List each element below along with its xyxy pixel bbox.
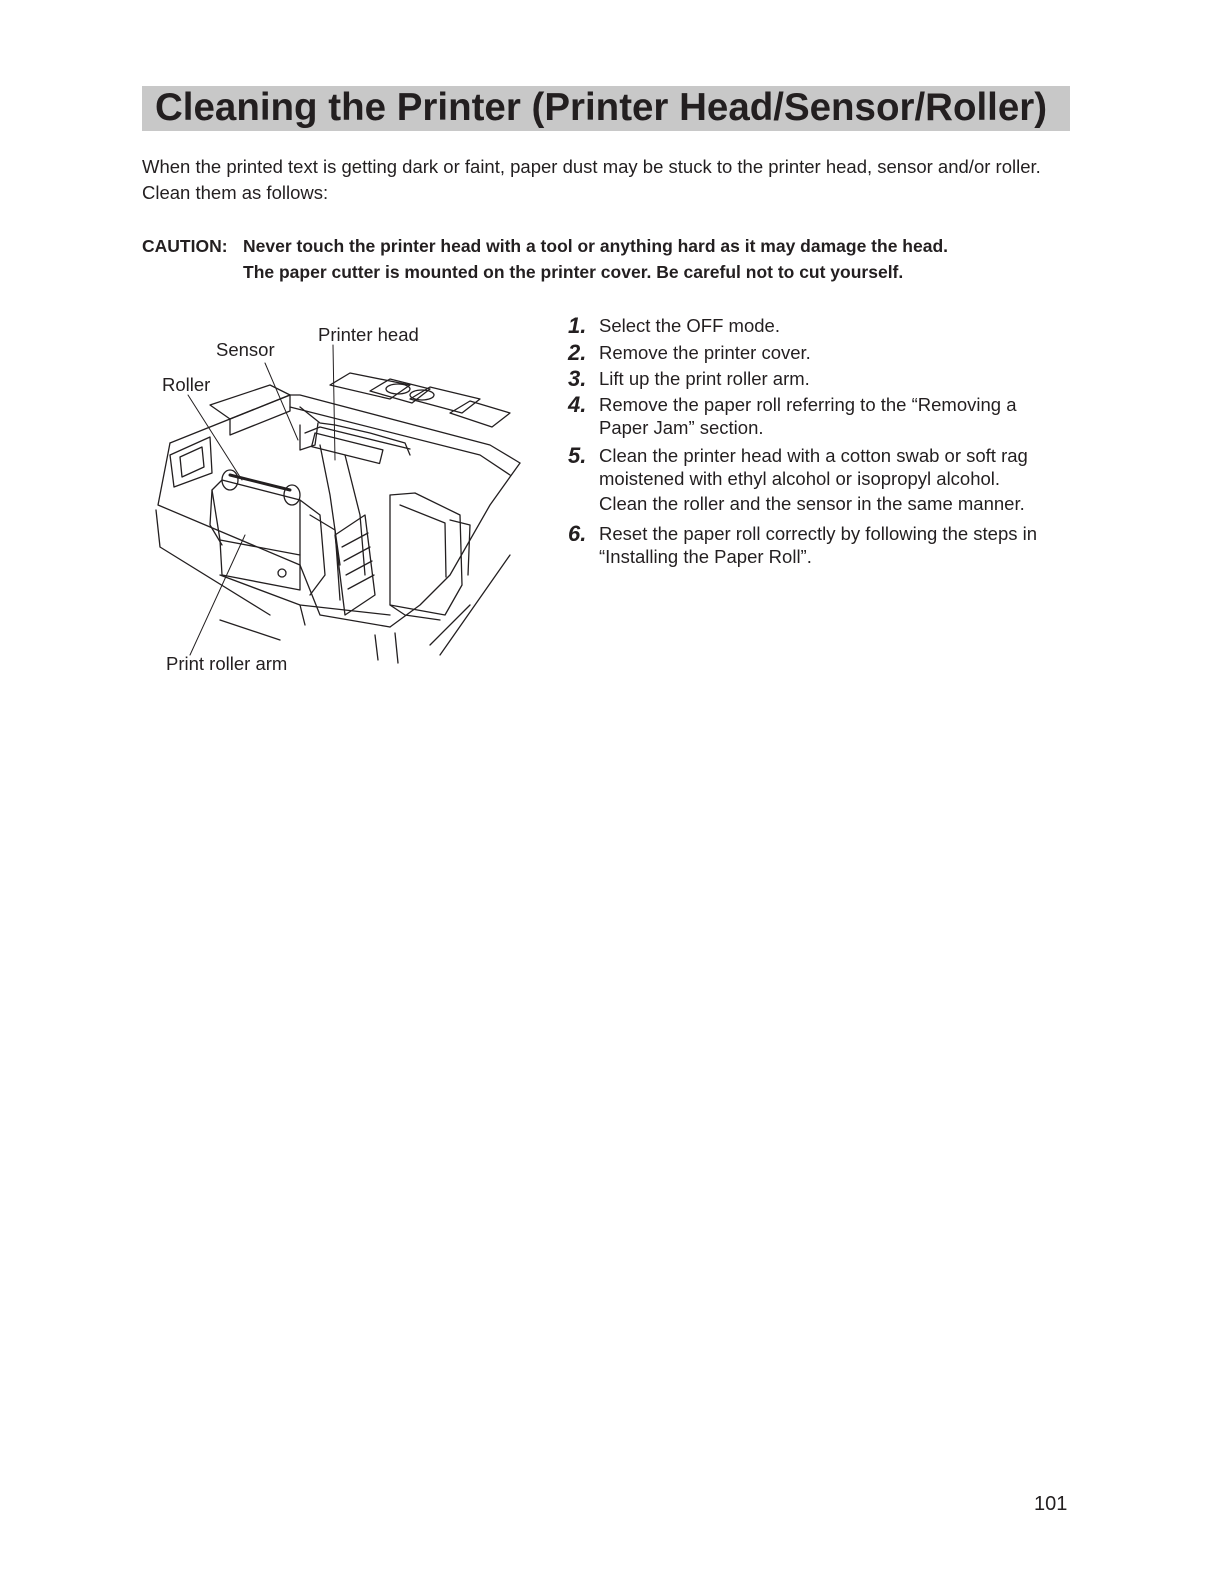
step-number: 6. [568, 521, 587, 546]
step-number: 5. [568, 443, 587, 468]
page-title: Cleaning the Printer (Printer Head/Sensor/Roller) [155, 86, 1048, 129]
caution-label: CAUTION: [142, 236, 228, 256]
step-number: 3. [568, 366, 587, 391]
printer-illustration [150, 315, 530, 685]
label-printer-head: Printer head [318, 324, 419, 345]
step-number: 1. [568, 313, 587, 338]
label-print-roller-arm: Print roller arm [166, 653, 288, 674]
intro-paragraph: When the printed text is getting dark or faint, paper dust may be stuck to the printer head, sensor and/or roller. Clean them as follows: [142, 156, 1041, 203]
step-text: Remove the paper roll referring to the “Removing a Paper Jam” section. [599, 394, 1017, 438]
step-text: Clean the printer head with a cotton swab or soft rag moistened with ethyl alcohol or isopropyl alcohol. [599, 445, 1028, 489]
label-sensor: Sensor [216, 339, 275, 360]
caution-line-1: Never touch the printer head with a tool or anything hard as it may damage the head. [243, 236, 948, 256]
step-number: 4. [568, 392, 587, 417]
step-text: Reset the paper roll correctly by following the steps in “Installing the Paper Roll”. [599, 523, 1038, 567]
step-extra-text: Clean the roller and the sensor in the same manner. [599, 493, 1025, 514]
label-roller: Roller [162, 374, 211, 395]
page-number: 101 [1034, 1493, 1068, 1515]
step-text: Select the OFF mode. [599, 315, 780, 336]
step-text: Remove the printer cover. [599, 342, 811, 363]
caution-line-2: The paper cutter is mounted on the printer cover. Be careful not to cut yourself. [243, 262, 904, 282]
step-text: Lift up the print roller arm. [599, 368, 810, 389]
step-number: 2. [568, 340, 587, 365]
printer-drawing [150, 315, 530, 685]
